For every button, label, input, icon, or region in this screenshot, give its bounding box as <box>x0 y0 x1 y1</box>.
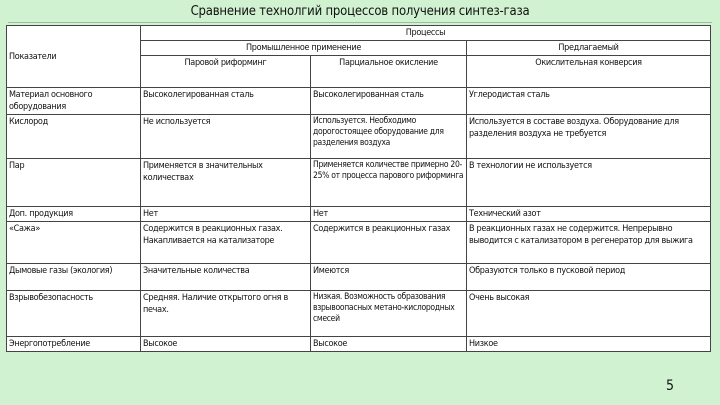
row-label: Кислород <box>7 115 141 159</box>
cell-partial: Низкая. Возможность образования взрывоопасных метано-кислородных смесей <box>311 291 467 337</box>
header-oxidative-conversion: Окислительная конверсия <box>467 56 711 88</box>
row-label: Доп. продукция <box>7 207 141 222</box>
table-row <box>7 159 711 207</box>
table-row <box>7 115 711 159</box>
cell-partial: Имеются <box>311 264 467 291</box>
table-row <box>7 222 711 264</box>
row-label: «Сажа» <box>7 222 141 264</box>
cell-steam: Высоколегированная сталь <box>141 88 311 115</box>
page-number: 5 <box>666 378 675 394</box>
cell-proposed: В технологии не используется <box>467 159 711 207</box>
row-label: Энергопотребление <box>7 337 141 352</box>
cell-partial: Высокое <box>311 337 467 352</box>
cell-proposed: Углеродистая сталь <box>467 88 711 115</box>
cell-proposed: Очень высокая <box>467 291 711 337</box>
row-label: Взрывобезопасность <box>7 291 141 337</box>
row-label: Материал основного оборудования <box>7 88 141 115</box>
header-processes: Процессы <box>141 26 711 41</box>
cell-proposed: Низкое <box>467 337 711 352</box>
cell-steam: Не используется <box>141 115 311 159</box>
cell-proposed: Технический азот <box>467 207 711 222</box>
table-row <box>7 88 711 115</box>
cell-steam: Применяется в значительных количествах <box>141 159 311 207</box>
cell-steam: Нет <box>141 207 311 222</box>
table-row <box>7 291 711 337</box>
cell-proposed: Образуются только в пусковой период <box>467 264 711 291</box>
header-steam-reforming: Паровой риформинг <box>141 56 311 88</box>
cell-steam: Средняя. Наличие открытого огня в печах. <box>141 291 311 337</box>
header-indicators: Показатели <box>7 26 141 88</box>
cell-proposed: Используется в составе воздуха. Оборудование для разделения воздуха не требуется <box>467 115 711 159</box>
cell-steam: Содержится в реакционных газах. Накапливается на катализаторе <box>141 222 311 264</box>
row-label: Пар <box>7 159 141 207</box>
cell-steam: Значительные количества <box>141 264 311 291</box>
cell-steam: Высокое <box>141 337 311 352</box>
cell-partial: Используется. Необходимо дорогостоящее оборудование для разделения воздуха <box>311 115 467 159</box>
slide-title: Сравнение технолгий процессов получения синтез-газа <box>190 4 530 19</box>
cell-proposed: В реакционных газах не содержится. Непрерывно выводится с катализатором в регенератор для выжига <box>467 222 711 264</box>
table-row <box>7 337 711 352</box>
row-label: Дымовые газы (экология) <box>7 264 141 291</box>
header-industrial: Промышленное применение <box>141 41 467 56</box>
table-row <box>7 207 711 222</box>
header-proposed: Предлагаемый <box>467 41 711 56</box>
title-divider <box>8 22 712 23</box>
cell-partial: Высоколегированная сталь <box>311 88 467 115</box>
comparison-table <box>6 25 711 352</box>
table-row <box>7 264 711 291</box>
cell-partial: Нет <box>311 207 467 222</box>
cell-partial: Применяется количестве примерно 20-25% от процесса парового риформинга <box>311 159 467 207</box>
header-partial-oxidation: Парциальное окисление <box>311 56 467 88</box>
cell-partial: Содержится в реакционных газах <box>311 222 467 264</box>
